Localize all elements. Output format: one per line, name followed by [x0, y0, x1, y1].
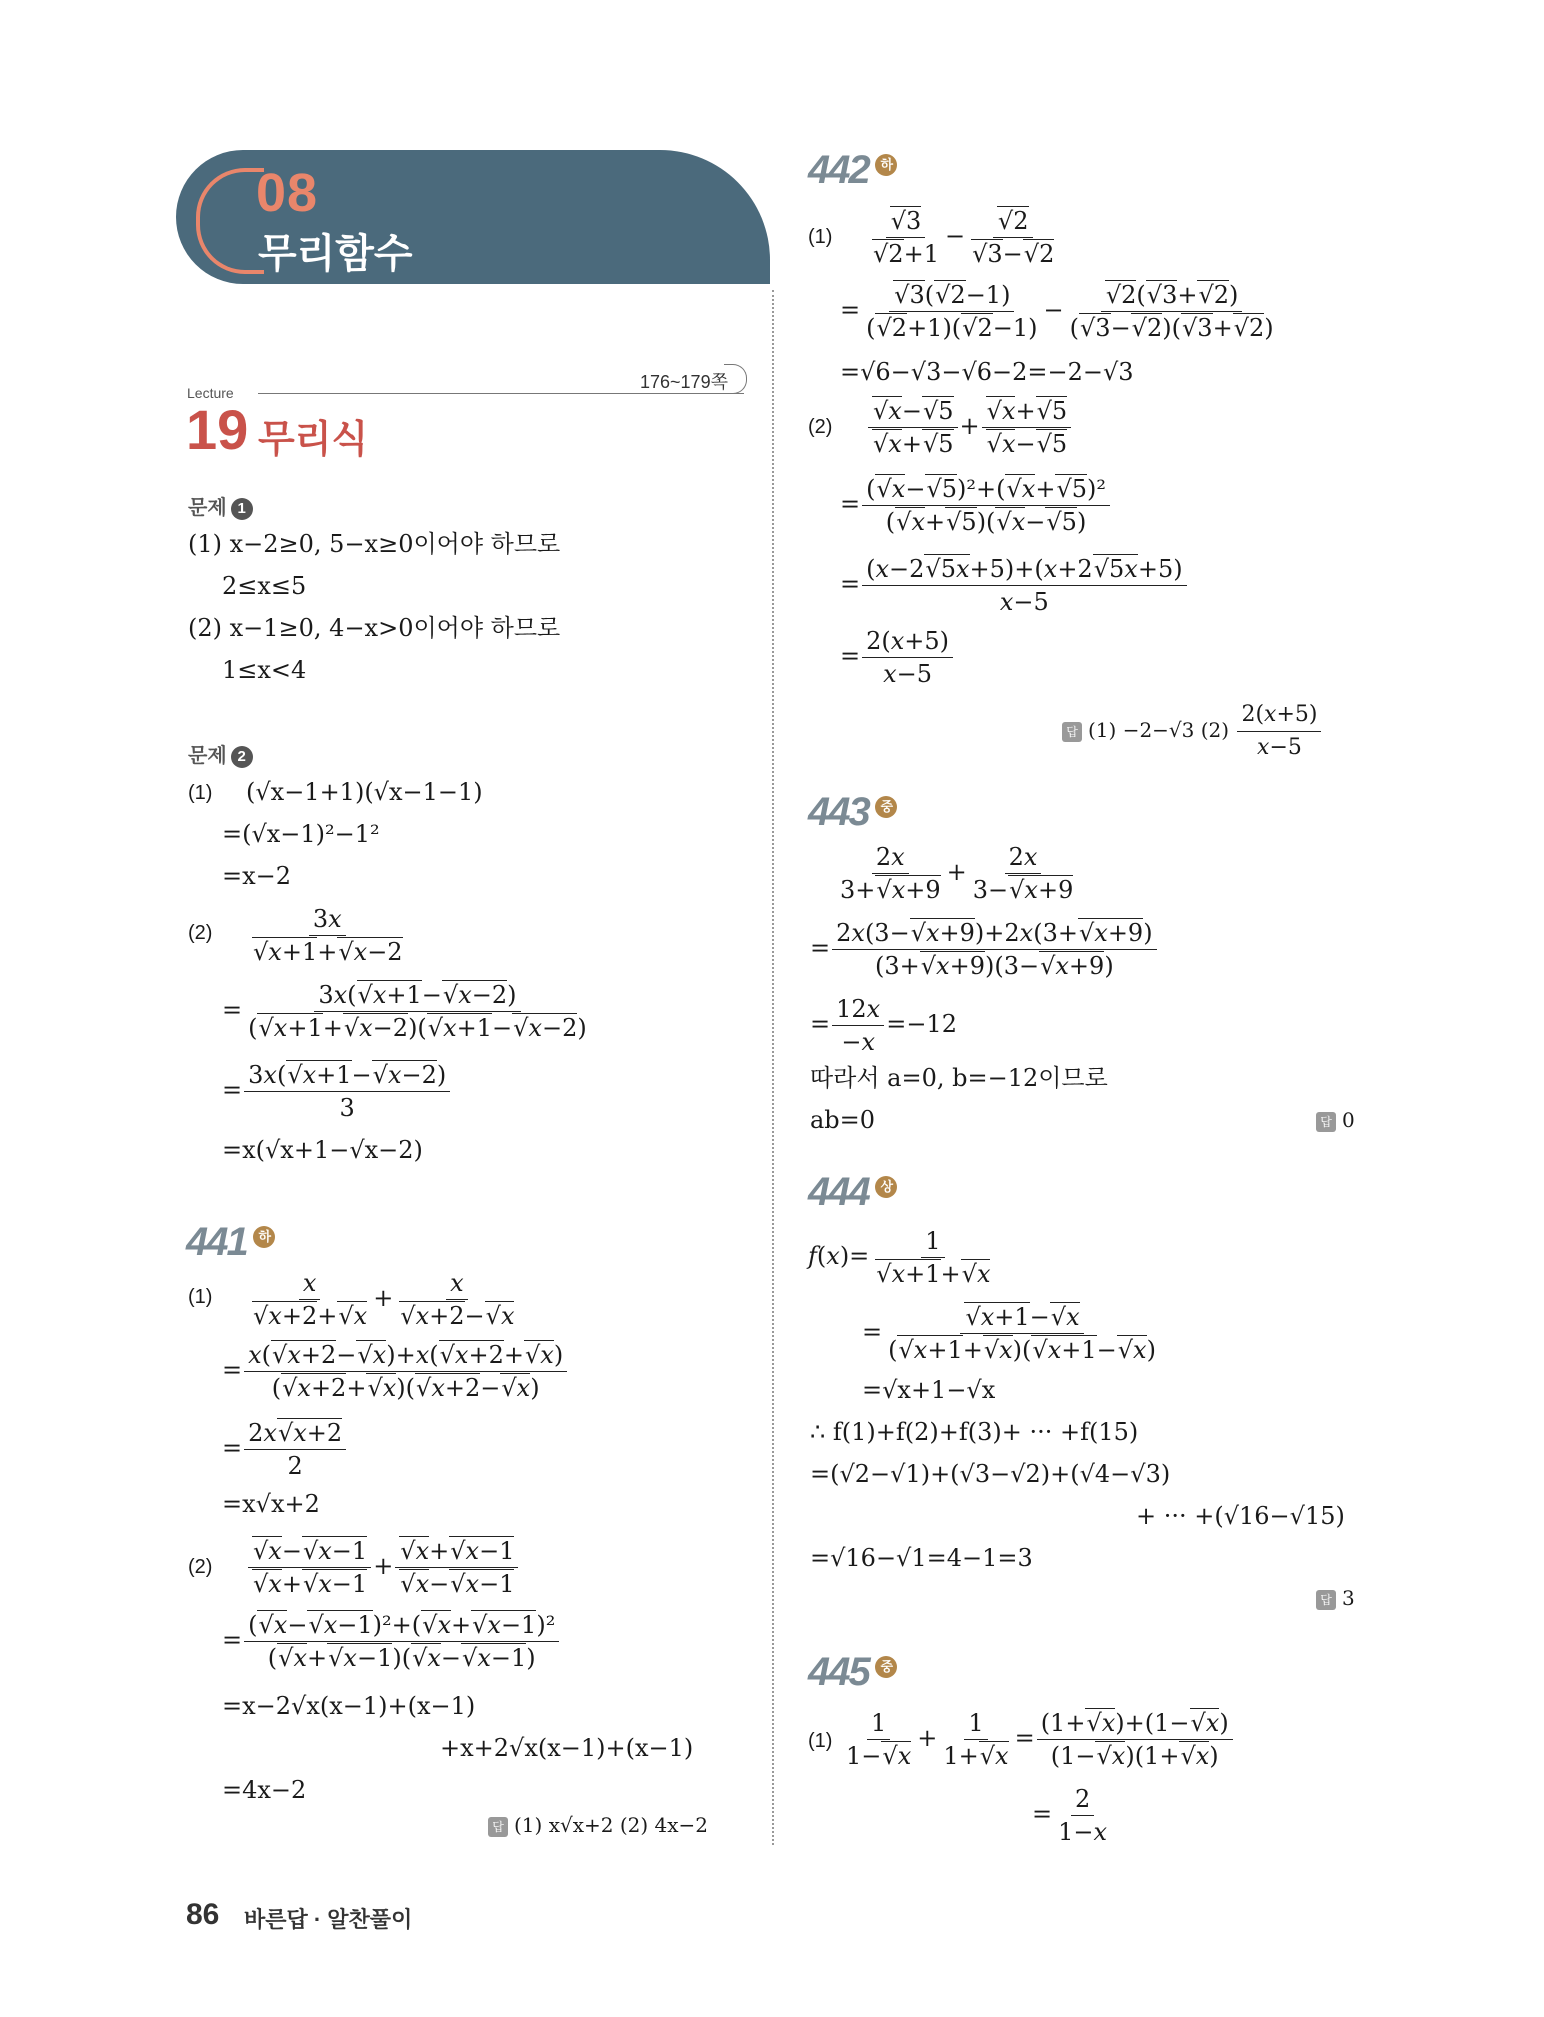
p442-frac-5: = $\frac{(x-2√ 5x+5)+(x+2√ 5x+5)}{x-5}$: [840, 554, 1189, 617]
lecture-pages: 176~179쪽: [640, 372, 728, 392]
page-number: 86: [186, 1898, 220, 1931]
p444-line-d: + ··· +(√16−√15): [1136, 1502, 1345, 1530]
column-divider: [772, 290, 774, 1845]
answer-badge: 답: [1062, 722, 1082, 742]
p443-line-c: ab=0: [810, 1106, 876, 1134]
p441-number-text: 441: [186, 1220, 247, 1264]
p443-line-a: =−12: [886, 1010, 957, 1038]
p445-difficulty: 중: [875, 1656, 897, 1678]
p444-number-text: 444: [808, 1170, 869, 1214]
p444-number: [808, 1170, 897, 1215]
p441-line-c: +x+2√x(x−1)+(x−1): [440, 1734, 694, 1762]
p442-number: [808, 148, 897, 193]
p443-frac-1: $\frac{2x}{3+√ x+9}$ + $\frac{2x}{3-√ x+9}$: [834, 842, 1079, 905]
p443-number-text: 443: [808, 790, 869, 834]
q2-frac-1: 3x √ x+1+√ x−2: [246, 904, 409, 967]
q1-line-2: 2≤x≤5: [222, 572, 307, 600]
p443-number: [808, 790, 897, 835]
q2-line-last: =x(√x+1−√x−2): [222, 1136, 423, 1164]
p444-frac-2: = √ $\frac{x+1-√ x}{(√ x+1+√ x)(√ x+1-√ x)}$: [862, 1302, 1162, 1365]
q2-header: [188, 739, 253, 768]
q1-line-3: (2) x−1≥0, 4−x>0이어야 하므로: [188, 614, 561, 642]
p443-frac-2: = $\frac{2x(3-√ x+9)+2x(3+√ x+9)}{(3+√ x+9)(3-√ x+9)}$: [810, 918, 1159, 981]
p442-number-text: 442: [808, 148, 869, 192]
p441-frac-1: x √ x+2+√ x + x √ x+2−√ x: [246, 1268, 520, 1331]
chapter-number: 08: [256, 163, 319, 223]
p442-frac-6: = $\frac{2(x+5)}{x-5}$: [840, 626, 955, 689]
p443-answer: [1316, 1108, 1355, 1132]
answer-badge: 답: [1316, 1590, 1336, 1610]
p442-line-a: =√6−√3−√6−2=−2−√3: [840, 358, 1134, 386]
p441-label-1: (1): [188, 1286, 213, 1308]
q2-frac-2: = $\frac{3x(√ x+1-√ x-2)}{(√ x+1+√ x-2)(√ x+1-√ x-2)}$: [222, 980, 593, 1043]
p444-difficulty: 상: [875, 1176, 897, 1198]
chapter-banner: [176, 150, 770, 284]
p443-answer-text: 0: [1342, 1108, 1355, 1132]
q2-header-text: 문제: [188, 745, 227, 767]
p444-line-c: =(√2−√1)+(√3−√2)+(√4−√3): [810, 1460, 1171, 1488]
p442-label-2: (2): [808, 416, 833, 438]
p445-frac-1: $\frac{1}{1-√ x}$ + $\frac{1}{1+√ x}$ = $\frac{(1+√ x)+(1-√ x)}{(1-√ x)(1+√ x)}$: [840, 1708, 1235, 1771]
p444-line-b: ∴ f(1)+f(2)+f(3)+ ··· +f(15): [810, 1418, 1139, 1446]
footer-text: 바른답 · 알찬풀이: [244, 1907, 413, 1932]
chapter-title: 무리함수: [258, 232, 413, 276]
q1-header-text: 문제: [188, 497, 227, 519]
p442-answer-text: (1) −2−√3 (2): [1088, 718, 1230, 742]
p441-answer: [488, 1813, 708, 1837]
q2-line-3: =x−2: [222, 862, 292, 890]
p445-number-text: 445: [808, 1650, 869, 1694]
q2-line-1: (√x−1+1)(√x−1−1): [246, 778, 483, 806]
p441-frac-3: = $\frac{2x√ x+2}{2}$: [222, 1418, 348, 1481]
p442-frac-1: √ 3 √ 2+1 − √ 2 √ 3−√ 2: [866, 206, 1060, 269]
p442-answer: 답 (1) −2−√3 (2) $\frac{2(x+5)}{x-5}$: [1062, 700, 1323, 763]
q2-line-2: =(√x−1)²−1²: [222, 820, 380, 848]
p445-frac-2: = $\frac{2}{1-x}$: [1032, 1785, 1108, 1846]
p441-frac-5: = $\frac{\text{(√ x−√ x−1)²+(√ x+√ x−1)²}}{(√ x+√ x-1)(√ x-√ x-1)}$: [222, 1610, 561, 1673]
p441-frac-4: √ x−√ x−1 √ x+√ x−1 + √ x+√ x−1 √ x−√ x−1: [246, 1536, 520, 1599]
p444-line-a: =√x+1−√x: [862, 1376, 996, 1404]
p445-label-1: (1): [808, 1730, 833, 1752]
p442-frac-4: = $\frac{\text{(√ x−√ 5)²+(√ x+√ 5)²}}{(√ x+√ 5)(√ x-√ 5)}$: [840, 474, 1112, 537]
p441-answer-text: (1) x√x+2 (2) 4x−2: [514, 1813, 709, 1837]
q1-line-4: 1≤x<4: [222, 656, 307, 684]
p442-frac-3: √ x−√ 5 √ x+√ 5 + √ x+√ 5 √ x−√ 5: [866, 396, 1073, 459]
q1-badge: 1: [231, 498, 253, 520]
lecture-title: 무리식: [258, 419, 369, 461]
answer-badge: 답: [488, 1817, 508, 1837]
p445-number: [808, 1650, 897, 1695]
p441-line-d: =4x−2: [222, 1776, 307, 1804]
q2-label-1: (1): [188, 782, 213, 804]
q1-header: [188, 491, 253, 520]
p442-difficulty: 하: [875, 154, 897, 176]
q2-badge: 2: [231, 746, 253, 768]
p443-line-b: 따라서 a=0, b=−12이므로: [810, 1064, 1108, 1092]
q2-label-2: (2): [188, 922, 213, 944]
q1-line-1: (1) x−2≥0, 5−x≥0이어야 하므로: [188, 530, 561, 558]
p441-frac-2: = $\frac{x(√ x+2-√ x)+x(√ x+2+√ x)}{(√ x+2+√ x)(√ x+2-√ x)}$: [222, 1340, 569, 1403]
answer-badge: 답: [1316, 1112, 1336, 1132]
p441-line-a: =x√x+2: [222, 1490, 320, 1518]
lecture-number: 19: [186, 398, 249, 461]
p441-difficulty: 하: [253, 1226, 275, 1248]
p442-label-1: (1): [808, 226, 833, 248]
p444-answer: [1316, 1586, 1355, 1610]
banner-arc-decoration: [196, 168, 264, 274]
p441-line-b: =x−2√x(x−1)+(x−1): [222, 1692, 476, 1720]
p441-number: [186, 1220, 275, 1265]
lecture-label: Lecture: [187, 385, 234, 401]
q2-frac-3: = $\frac{3x(√ x+1-√ x-2)}{3}$: [222, 1060, 452, 1123]
p443-difficulty: 중: [875, 796, 897, 818]
p441-label-2: (2): [188, 1556, 213, 1578]
p442-frac-2: = √ $\frac{3(√ 2-1)}{(√ 2+1)(√ 2-1)}$ − √ $\frac{2(√ 3+√ 2)}{(√ 3-√ 2)(√ 3+√ 2)}$: [840, 280, 1280, 343]
p444-line-e: =√16−√1=4−1=3: [810, 1544, 1033, 1572]
p444-frac-1: f(x)= 1 √ x+1+√ x: [808, 1226, 996, 1289]
p443-frac-3: = $\frac{12x}{-x}$ =−12: [810, 995, 957, 1056]
p444-answer-text: 3: [1342, 1586, 1355, 1610]
